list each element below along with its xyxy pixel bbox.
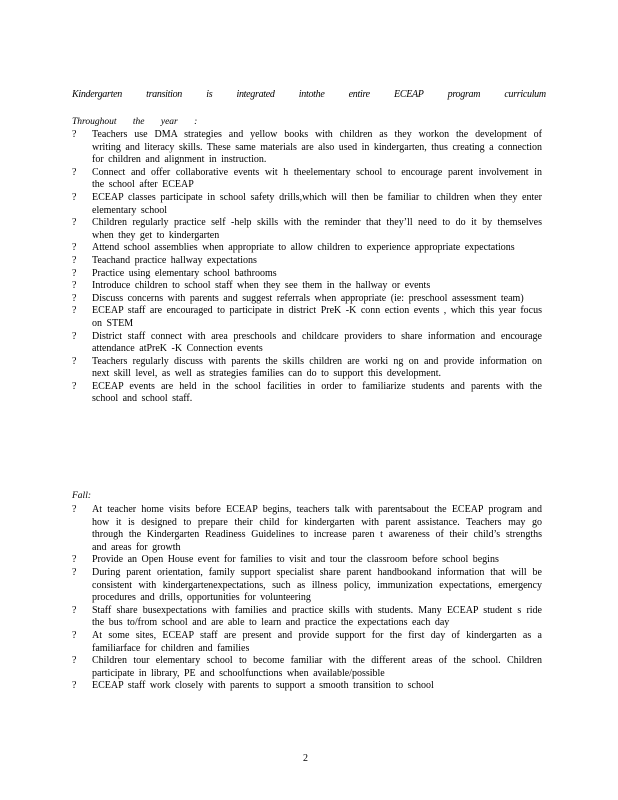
list-item-text: Teachand practice hallway expectations [92, 254, 257, 266]
list-item-text: Attend school assemblies when appropriate to allow children to experience appropriate expectations [92, 242, 515, 254]
list-item [72, 331, 542, 356]
bullet-glyph: ? [72, 629, 77, 641]
list-item [72, 167, 542, 192]
bullet-glyph: ? [72, 305, 77, 317]
page-number: 2 [303, 753, 308, 764]
bullet-glyph: ? [72, 280, 77, 292]
bullet-glyph: ? [72, 380, 77, 392]
bullet-glyph: ? [72, 217, 77, 229]
list-item-text: District staff connect with area preschools and childcare providers to share information and encourage attendance atPreK -K Connection events [92, 330, 542, 355]
bullet-glyph: ? [72, 566, 77, 578]
list-item [72, 268, 542, 281]
list-item-text: At teacher home visits before ECEAP begins, teachers talk with parentsabout the ECEAP program and how it is designed to prepare their child for kindergarten with parent assistance. Teachers may go through the Kindergarten Readiness Guidelines to increase paren t awareness of their child’s strengths and areas for growth [92, 504, 542, 553]
list-item-text: At some sites, ECEAP staff are present and provide support for the first day of kindergarten as a familiarface for children and families [92, 629, 542, 654]
list-item [72, 504, 542, 554]
list-item-text: Staff share busexpectations with families and practice skills with students. Many ECEAP student s ride the bus to/from school and are able to learn and practice the expectations each day [92, 604, 542, 629]
list-item-text: During parent orientation, family support specialist share parent handbookand information that will be consistent with kindergartenexpectations, such as illness policy, immunization expectations, emergency procedures and drills, opportunities for volunteering [92, 566, 542, 604]
list-item [72, 356, 542, 381]
bullet-glyph: ? [72, 680, 77, 692]
list-item [72, 680, 542, 693]
list-item [72, 381, 542, 406]
list-item-text: Provide an Open House event for families to visit and tour the classroom before school begins [92, 554, 499, 566]
list-item-text: Practice using elementary school bathrooms [92, 267, 277, 279]
throughout-list [72, 129, 542, 406]
page-title: Kindergarten transition is integrated intothe entire ECEAP program curriculum [72, 89, 546, 100]
bullet-glyph: ? [72, 604, 77, 616]
bullet-glyph: ? [72, 330, 77, 342]
list-item [72, 305, 542, 330]
list-item-text: ECEAP staff are encouraged to participate in district PreK -K conn ection events , which this year focus on STEM [92, 305, 542, 329]
bullet-glyph: ? [72, 554, 77, 566]
bullet-glyph: ? [72, 655, 77, 667]
list-item [72, 293, 542, 306]
bullet-glyph: ? [72, 355, 77, 367]
list-item [72, 242, 542, 255]
fall-list [72, 504, 542, 693]
list-item [72, 567, 542, 605]
list-item [72, 630, 542, 655]
bullet-glyph: ? [72, 129, 77, 140]
list-item-text: ECEAP classes participate in school safety drills,which will then be familiar to children when they enter elementary school [92, 191, 542, 216]
section-label-throughout: Throughout the year : [72, 117, 198, 127]
list-item [72, 554, 542, 567]
list-item-text: Introduce children to school staff when they see them in the hallway or events [92, 280, 431, 292]
bullet-glyph: ? [72, 166, 77, 178]
list-item-text: Teachers use DMA strategies and yellow books with children as they workon the development of writing and literacy skills. These same materials are also used in kindergarten, thus creating a connection for children and alignment in instruction. [92, 129, 542, 166]
list-item [72, 255, 542, 268]
list-item-text: Teachers regularly discuss with parents the skills children are worki ng on and provide information on next skill level, as well as strategies families can do to support this development. [92, 355, 542, 380]
list-item [72, 605, 542, 630]
bullet-glyph: ? [72, 242, 77, 254]
bullet-glyph: ? [72, 267, 77, 279]
list-item [72, 217, 542, 242]
list-item-text: Children regularly practice self -help skills with the reminder that they’ll need to do it by themselves when they get to kindergarten [92, 217, 542, 241]
list-item-text: Children tour elementary school to become familiar with the different areas of the school. Children participate in library, PE and schoolfunctions when available/possible [92, 655, 542, 679]
bullet-glyph: ? [72, 292, 77, 304]
list-item [72, 129, 542, 167]
list-item [72, 280, 542, 293]
bullet-glyph: ? [72, 191, 77, 203]
list-item [72, 192, 542, 217]
list-item [72, 655, 542, 680]
list-item-text: Discuss concerns with parents and suggest referrals when appropriate (ie: preschool assessment team) [92, 292, 524, 304]
list-item-text: ECEAP events are held in the school facilities in order to familiarize students and parents with the school and school staff. [92, 380, 542, 405]
bullet-glyph: ? [72, 504, 77, 515]
bullet-glyph: ? [72, 254, 77, 266]
section-label-fall: Fall: [72, 491, 91, 501]
list-item-text: ECEAP staff work closely with parents to support a smooth transition to school [92, 680, 434, 692]
list-item-text: Connect and offer collaborative events wit h theelementary school to encourage parent involvement in the school after ECEAP [92, 166, 542, 191]
